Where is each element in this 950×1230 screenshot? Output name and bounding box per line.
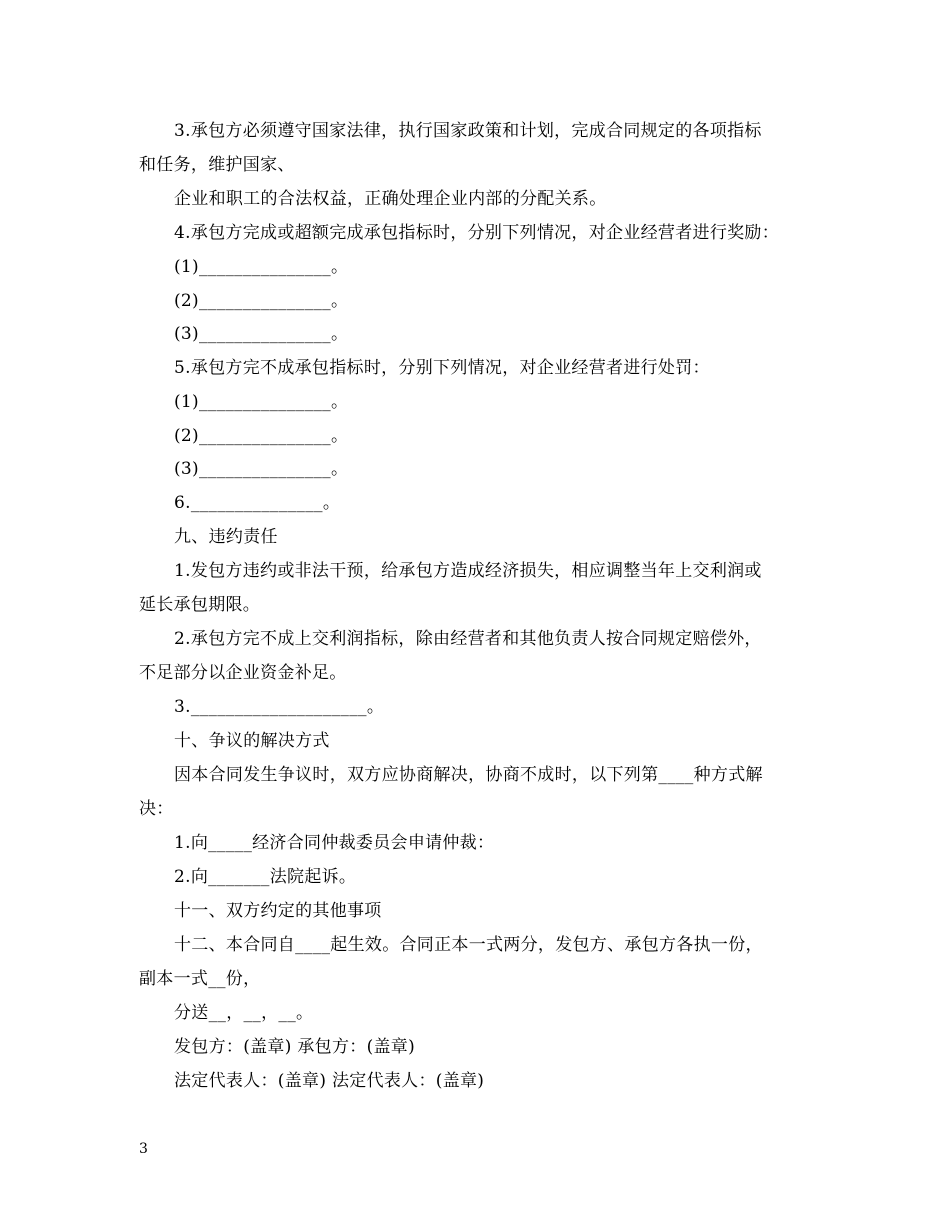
- text-line: 5.承包方完不成承包指标时，分别下列情况，对企业经营者进行处罚：: [174, 358, 710, 378]
- text-line: 2.承包方完不成上交利润指标，除由经营者和其他负责人按合同规定赔偿外，: [174, 629, 762, 649]
- text-line: (3)_______________。: [174, 324, 349, 344]
- text-line: 和任务，维护国家、: [139, 155, 295, 175]
- section-heading: 十、争议的解决方式: [174, 731, 330, 751]
- text-line: 决：: [139, 799, 174, 819]
- text-line: 副本一式__份，: [139, 969, 261, 989]
- text-line: 3.____________________。: [174, 697, 385, 717]
- text-line: 不足部分以企业资金补足。: [139, 663, 347, 683]
- text-line: (3)_______________。: [174, 459, 349, 479]
- text-line: (2)_______________。: [174, 426, 349, 446]
- text-line: 3.承包方必须遵守国家法律，执行国家政策和计划，完成合同规定的各项指标: [174, 121, 762, 141]
- text-line: 因本合同发生争议时，双方应协商解决，协商不成时，以下列第____种方式解: [174, 765, 763, 785]
- section-heading: 十一、双方约定的其他事项: [174, 901, 382, 921]
- signature-line: 法定代表人：(盖章) 法定代表人：(盖章): [174, 1071, 485, 1091]
- text-line: (2)_______________。: [174, 291, 349, 311]
- section-heading: 九、违约责任: [174, 527, 278, 547]
- text-line: 2.向_______法院起诉。: [174, 867, 357, 887]
- text-line: 1.向_____经济合同仲裁委员会申请仲裁：: [174, 833, 495, 853]
- text-line: (1)_______________。: [174, 257, 349, 277]
- text-line: 分送__，__，__。: [174, 1003, 314, 1023]
- text-line: 十二、本合同自____起生效。合同正本一式两分，发包方、承包方各执一份，: [174, 935, 763, 955]
- text-line: 企业和职工的合法权益，正确处理企业内部的分配关系。: [174, 189, 607, 209]
- text-line: (1)_______________。: [174, 392, 349, 412]
- text-line: 6._______________。: [174, 493, 341, 513]
- text-line: 1.发包方违约或非法干预，给承包方造成经济损失，相应调整当年上交利润或: [174, 561, 762, 581]
- page-number: 3: [139, 1141, 148, 1157]
- signature-line: 发包方：(盖章) 承包方：(盖章): [174, 1037, 416, 1057]
- text-line: 4.承包方完成或超额完成承包指标时，分别下列情况，对企业经营者进行奖励：: [174, 223, 780, 243]
- text-line: 延长承包期限。: [139, 595, 261, 615]
